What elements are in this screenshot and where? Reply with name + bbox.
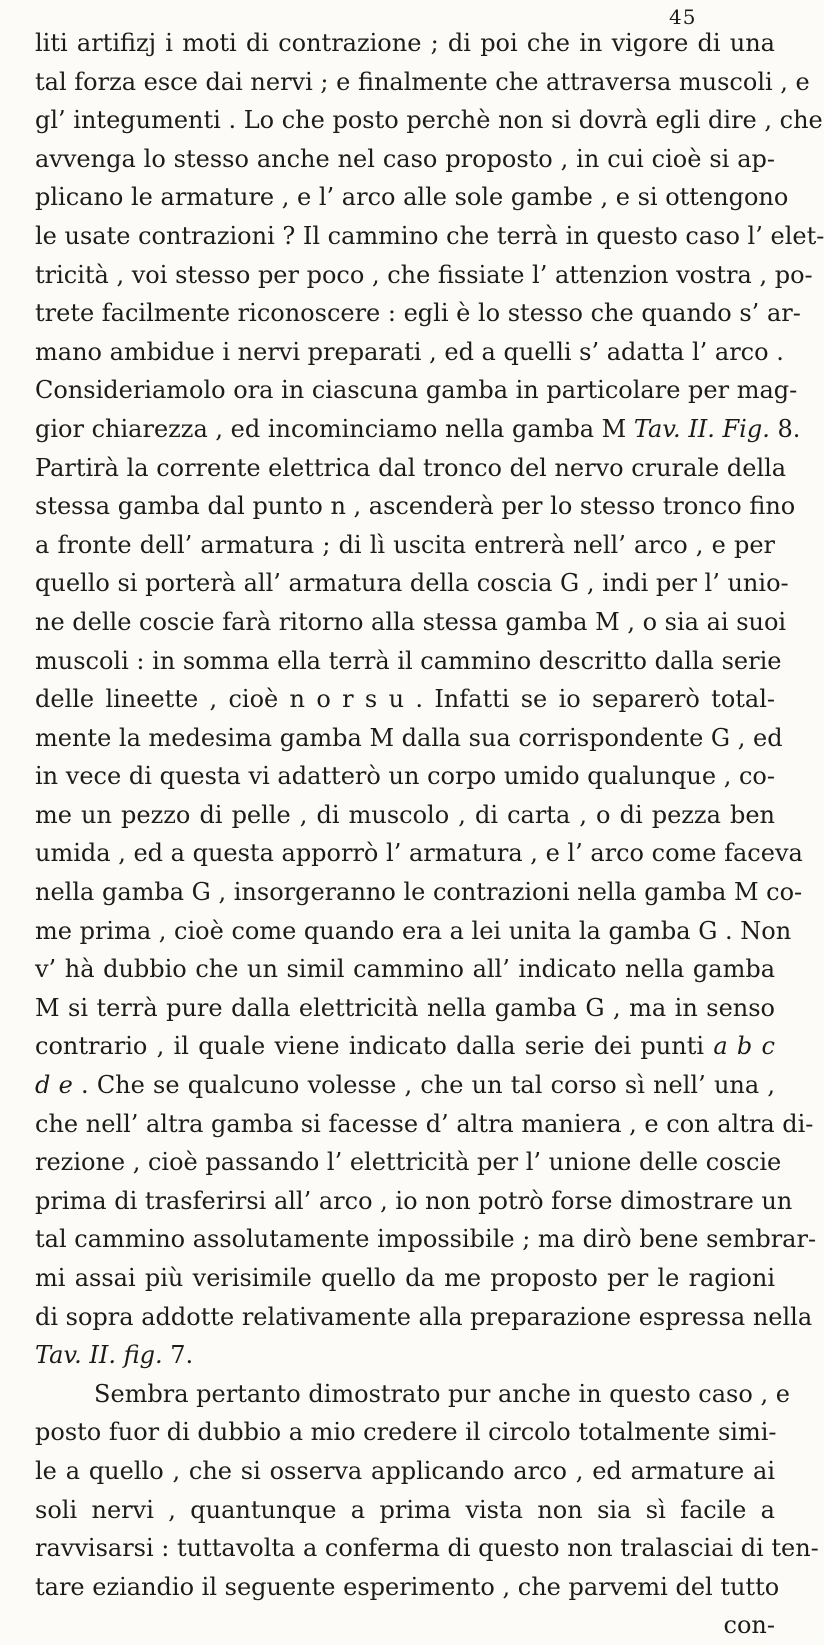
text-run: avvenga lo stesso anche nel caso proposto , in cui cioè si ap- — [35, 144, 775, 173]
text-run: a fronte dell’ armatura ; di lì uscita entrerà nell’ arco , e per — [35, 530, 775, 559]
text-line — [35, 63, 810, 102]
text-run: 7. — [162, 1341, 194, 1370]
text-line — [35, 1066, 775, 1105]
text-line — [35, 487, 796, 526]
text-run: Consideriamolo ora in ciascuna gamba in particolare per mag- — [35, 376, 798, 405]
text-line — [35, 1027, 775, 1066]
text-body — [35, 24, 824, 1645]
text-line — [35, 333, 784, 372]
text-run: gior chiarezza , ed incominciamo nella gamba M — [35, 414, 634, 443]
text-run: Partirà la corrente elettrica dal tronco del nervo crurale della — [35, 453, 787, 482]
italic-run: d e — [35, 1071, 73, 1100]
text-run: nella gamba G , insorgeranno le contrazioni nella gamba M co- — [35, 878, 803, 907]
text-run: con- — [723, 1611, 775, 1640]
text-run: umida , ed a questa apporrò l’ armatura , e l’ arco come faceva — [35, 839, 803, 868]
text-line — [35, 101, 823, 140]
text-line — [35, 410, 801, 449]
text-run: plicano le armature , e l’ arco alle sole gambe , e si ottengono — [35, 183, 789, 212]
text-run: me prima , cioè come quando era a lei unita la gamba G . Non — [35, 916, 792, 945]
text-line — [35, 757, 775, 796]
text-run: di sopra addotte relativamente alla preparazione espressa nella — [35, 1302, 813, 1331]
page-number: 45 — [669, 5, 697, 29]
text-run: posto fuor di dubbio a mio credere il circolo totalmente simi- — [35, 1418, 777, 1447]
text-line — [35, 449, 787, 488]
text-run: mi assai più verisimile quello da me proposto per le ragioni — [35, 1264, 775, 1292]
text-line — [35, 1336, 775, 1375]
text-line — [35, 1375, 790, 1414]
text-line — [35, 912, 792, 951]
text-line — [35, 1143, 782, 1182]
text-run: liti artifizj i moti di contrazione ; di poi che in vigore di una — [35, 29, 775, 57]
text-run: muscoli : in somma ella terrà il cammino descritto dalla serie — [35, 646, 782, 675]
text-run: 8. — [769, 414, 801, 443]
text-line — [35, 256, 813, 295]
text-run: . Che se qualcuno volesse , che un tal corso sì nell’ una , — [72, 1071, 775, 1100]
text-line — [35, 1259, 775, 1298]
text-line — [35, 642, 782, 681]
text-run: Sembra pertanto dimostrato pur anche in questo caso , e — [94, 1379, 790, 1408]
text-line — [35, 1105, 814, 1144]
text-line — [35, 603, 787, 642]
text-run: tal cammino assolutamente impossibile ; ma dirò bene sembrar- — [35, 1225, 817, 1254]
text-line — [35, 1491, 775, 1530]
text-run: rezione , cioè passando l’ elettricità per l’ unione delle coscie — [35, 1148, 782, 1177]
text-line — [35, 719, 783, 758]
text-line — [35, 526, 775, 565]
italic-run: a b c — [713, 1032, 776, 1061]
text-run: tricità , voi stesso per poco , che fissiate l’ attenzion vostra , po- — [35, 260, 813, 289]
text-run: gl’ integumenti . Lo che posto perchè non si dovrà egli dire , che — [35, 106, 823, 135]
text-run: trete facilmente riconoscere : egli è lo stesso che quando s’ ar- — [35, 299, 801, 328]
text-run: M si terrà pure dalla elettricità nella gamba G , ma in senso — [35, 993, 775, 1022]
text-run: tal forza esce dai nervi ; e finalmente che attraversa muscoli , e — [35, 67, 810, 96]
text-run: mente la medesima gamba M dalla sua corrispondente G , ed — [35, 723, 783, 752]
text-run: ne delle coscie farà ritorno alla stessa gamba M , o sia ai suoi — [35, 607, 787, 636]
text-line — [35, 294, 801, 333]
text-line — [35, 1568, 780, 1607]
text-run: che nell’ altra gamba si facesse d’ altra maniera , e con altra di- — [35, 1109, 814, 1138]
text-run: v’ hà dubbio che un simil cammino all’ indicato nella gamba — [35, 955, 775, 984]
text-run: ravvisarsi : tuttavolta a conferma di questo non tralasciai di ten- — [35, 1534, 819, 1563]
text-line — [35, 371, 798, 410]
text-line — [35, 1452, 775, 1491]
italic-run: Tav. II. fig. — [35, 1341, 163, 1370]
text-line — [35, 834, 803, 873]
text-run: stessa gamba dal punto n , ascenderà per lo stesso tronco fino — [35, 492, 796, 521]
text-run: prima di trasferirsi all’ arco , io non potrò forse dimostrare un — [35, 1186, 793, 1215]
text-line — [35, 873, 803, 912]
text-run: mano ambidue i nervi preparati , ed a quelli s’ adatta l’ arco . — [35, 337, 784, 366]
text-run: soli nervi , quantunque a prima vista non sia sì facile a — [35, 1495, 775, 1524]
italic-run: Tav. II. Fig. — [633, 414, 770, 443]
text-run: quello si porterà all’ armatura della coscia G , indi per l’ unio- — [35, 569, 789, 598]
text-line — [35, 140, 775, 179]
text-line — [35, 796, 775, 835]
text-line — [35, 680, 775, 719]
text-line — [35, 1298, 813, 1337]
text-run: le usate contrazioni ? Il cammino che terrà in questo caso l’ elet- — [35, 221, 824, 250]
text-run: in vece di questa vi adatterò un corpo umido qualunque , co- — [35, 762, 775, 791]
text-line — [35, 1606, 775, 1645]
text-line — [35, 178, 789, 217]
text-line — [35, 1529, 819, 1568]
text-line — [35, 1413, 775, 1452]
text-line — [35, 1220, 817, 1259]
text-run: delle lineette , cioè n o r s u . Infatti se io separerò total- — [35, 685, 775, 714]
text-run: le a quello , che si osserva applicando arco , ed armature ai — [35, 1456, 775, 1485]
text-run: contrario , il quale viene indicato dalla serie dei punti — [35, 1032, 714, 1061]
text-line — [35, 989, 775, 1028]
text-run: me un pezzo di pelle , di muscolo , di carta , o di pezza ben — [35, 800, 775, 829]
text-line — [35, 217, 824, 256]
text-line — [35, 24, 775, 63]
text-line — [35, 564, 789, 603]
text-line — [35, 1182, 793, 1221]
text-line — [35, 950, 775, 989]
text-run: tare eziandio il seguente esperimento , che parvemi del tutto — [35, 1572, 780, 1601]
